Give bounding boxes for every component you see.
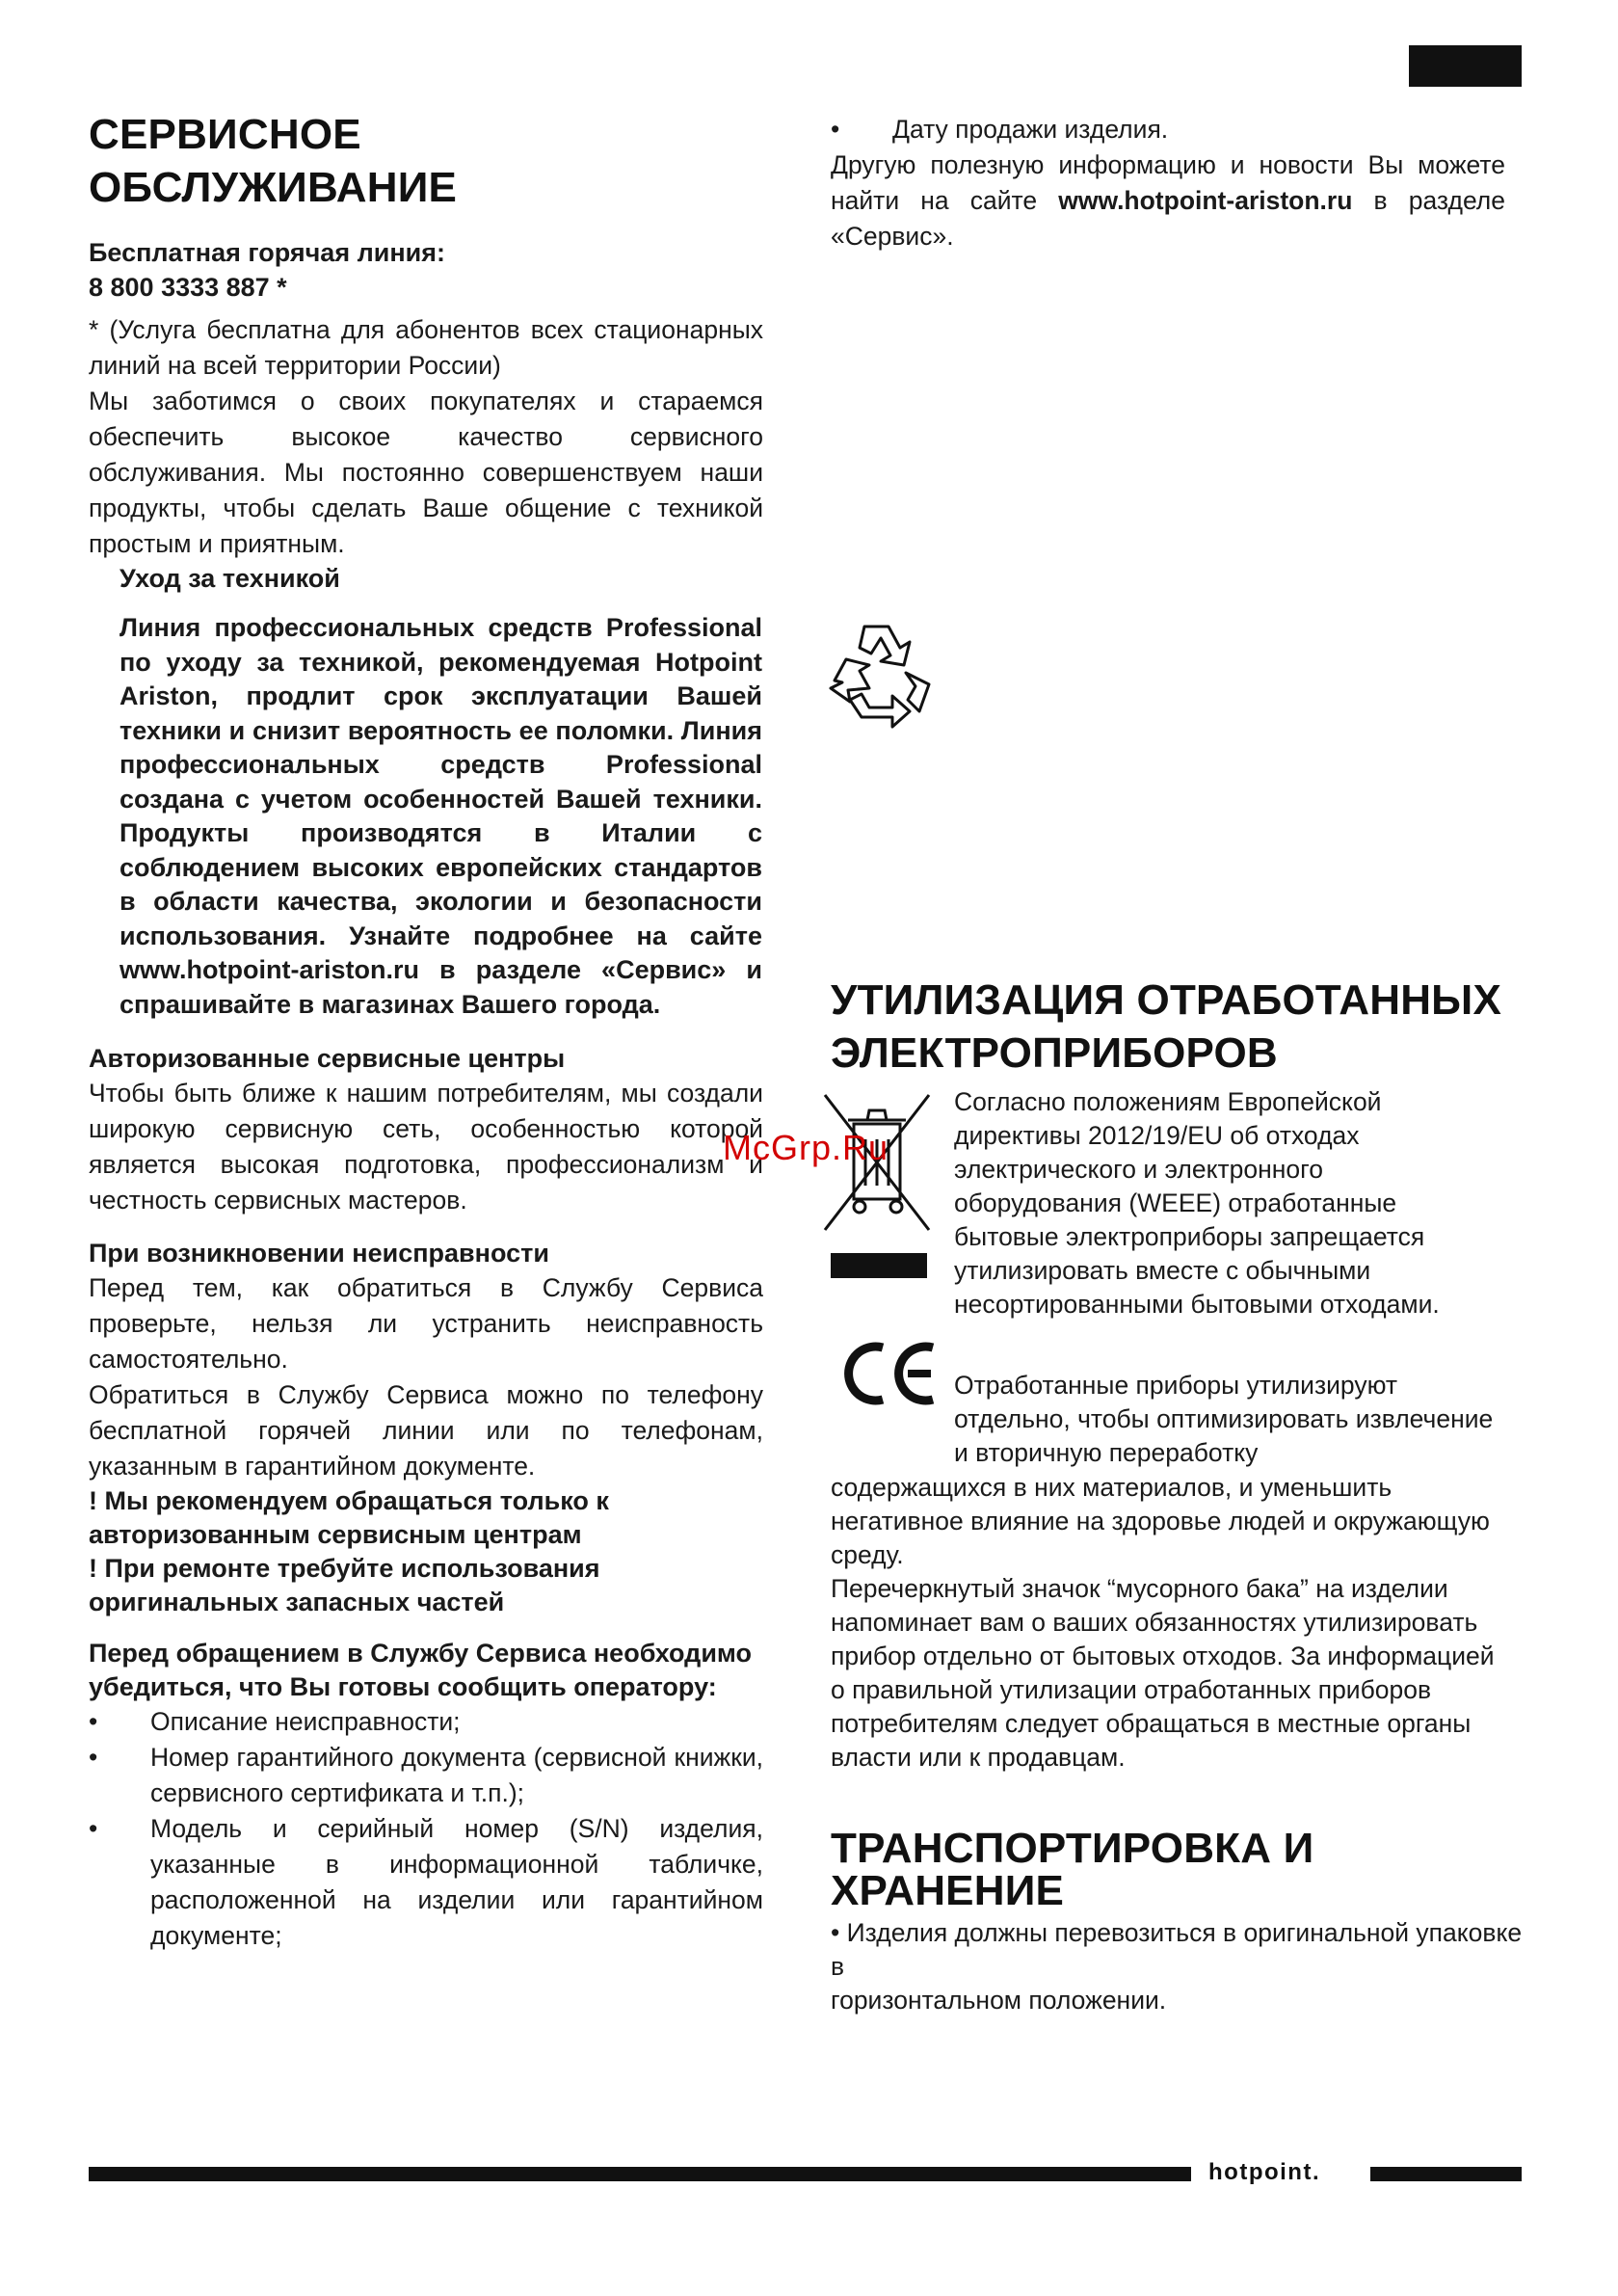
list-item: • Описание неисправности; [89, 1704, 763, 1740]
weee-para-2-end: содержащихся в них материалов, и уменьшить негативное влияние на здоровье людей и окружающую среду. Перечеркнутый значок “мусорного бака” на изделии напоминает вам о ваших обязанностях утилизировать прибор отдельно от бытовых отходов. За информацией о правильной утилизации отработанных приборов потребителям следует обращаться в местные органы власти или к продавцам. [831, 1471, 1505, 1775]
list-item: • Модель и серийный номер (S/N) изделия, указанные в информационной табличке, расположенной на изделии или гарантийном документе; [89, 1811, 763, 1954]
hotline-block [89, 235, 763, 305]
transport-text: • Изделия должны перевозиться в оригинальной упаковке в [831, 1918, 1523, 1981]
ce-mark-icon [840, 1340, 939, 1407]
care-text: Линия профессиональных средств Professional по уходу за техникой, рекомендуемая Hotpoint Ariston, продлит срок эксплуатации Вашей техники и снизит вероятность ее поломки. Линия профессиональных средств Professional создана с учетом особенностей Вашей техники. Продукты производятся в Италии с соблюдением высоких европейских стандартов в области качества, экологии и безопасности использования. Узнайте подробнее на сайте www.hotpoint-ariston.ru в разделе «Сервис» и спрашивайте в магазинах Вашего города. [119, 613, 762, 1019]
service-section [89, 108, 763, 1954]
transport-text-2: горизонтальном положении. [831, 1986, 1167, 2015]
centers-text: Чтобы быть ближе к нашим потребителям, мы создали широкую сервисную сеть, особенностью которой является высокая подготовка, профессионализм и честность сервисных мастеров. [89, 1079, 763, 1215]
list-item: • Номер гарантийного документа (сервисной книжки, сервисного сертификата и т.п.); [89, 1740, 763, 1811]
care-block [119, 562, 762, 1022]
weee-para-2-start: Отработанные приборы утилизируют отдельно, чтобы оптимизировать извлечение и вторичную переработку [954, 1371, 1494, 1467]
weee-bar [831, 1253, 927, 1278]
weee-para-3: Перечеркнутый значок “мусорного бака” на изделии напоминает вам о ваших обязанностях утилизировать прибор отдельно от бытовых отходов. За информацией о правильной утилизации отработанных приборов потребителям следует обращаться в местные органы власти или к продавцам. [831, 1574, 1495, 1772]
transport-title [831, 1825, 1525, 1914]
service-title [89, 108, 763, 214]
footer-rule-right [1370, 2167, 1522, 2181]
hotline-note: * (Услуга бесплатна для абонентов всех стационарных линий на всей территории России) [89, 315, 763, 380]
service-intro: Мы заботимся о своих покупателях и стараемся обеспечить высокое качество сервисного обслуживания. Мы постоянно совершенствуем наши продукты, чтобы сделать Ваше общение с техникой простым и приятным. [89, 387, 763, 558]
weee-section-title [831, 974, 1525, 1080]
hotline-label: Бесплатная горячая линия: [89, 238, 445, 267]
centers-title: Авторизованные сервисные центры [89, 1044, 566, 1073]
service-continued [831, 112, 1505, 254]
fault-title: При возникновении неисправности [89, 1239, 549, 1268]
page-tab-marker [1409, 45, 1522, 87]
transport-section [831, 1825, 1525, 2017]
bullet-glyph: • [89, 1743, 98, 1772]
operator-info-list-continued [831, 112, 1505, 147]
service-title-line2: ОБСЛУЖИВАНИЕ [89, 164, 458, 211]
warning-original-parts: ! При ремонте требуйте использования оригинальных запасных частей [89, 1554, 600, 1616]
warning-authorized: ! Мы рекомендуем обращаться только к авторизованным сервисным центрам [89, 1486, 609, 1549]
fault-text-2: Обратиться в Службу Сервиса можно по телефону бесплатной горячей линии или по телефонам, указанным в гарантийном документе. [89, 1380, 763, 1481]
transport-title-line2: ХРАНЕНИЕ [831, 1867, 1065, 1914]
recycle-icon [821, 619, 937, 730]
watermark: McGrp.Ru [723, 1128, 889, 1167]
footer-brand-logo: hotpoint. [1208, 2159, 1321, 2185]
weee-title-line2: ЭЛЕКТРОПРИБОРОВ [831, 1029, 1278, 1077]
transport-title-line1: ТРАНСПОРТИРОВКА И [831, 1825, 1314, 1872]
before-contact-title: Перед обращением в Службу Сервиса необходимо убедиться, что Вы готовы сообщить оператору: [89, 1639, 753, 1701]
list-item: • Дату продажи изделия. [831, 112, 1505, 147]
weee-para-1: Согласно положениям Европейской директивы 2012/19/EU об отходах электрического и электронного оборудования (WEEE) отработанные бытовые электроприборы запрещается утилизировать вместе с обычными несортированными бытовыми отходами. [954, 1087, 1440, 1319]
bullet-glyph: • [89, 1814, 98, 1843]
footer-rule-left [89, 2167, 1191, 2181]
service-title-line1: СЕРВИСНОЕ [89, 111, 361, 158]
care-title: Уход за техникой [119, 564, 340, 593]
bullet-glyph: • [831, 115, 840, 144]
more-info-text: Другую полезную информацию и новости Вы можете найти на сайте www.hotpoint-ariston.ru в разделе «Сервис». [831, 150, 1505, 251]
bullet-glyph: • [89, 1707, 98, 1736]
weee-title-line1: УТИЛИЗАЦИЯ ОТРАБОТАННЫХ [831, 976, 1501, 1024]
website-link[interactable]: www.hotpoint-ariston.ru [1058, 186, 1353, 215]
operator-info-list [89, 1704, 763, 1954]
hotline-number: 8 800 3333 887 * [89, 273, 287, 302]
fault-text-1: Перед тем, как обратиться в Службу Сервиса проверьте, нельзя ли устранить неисправность самостоятельно. [89, 1273, 763, 1374]
